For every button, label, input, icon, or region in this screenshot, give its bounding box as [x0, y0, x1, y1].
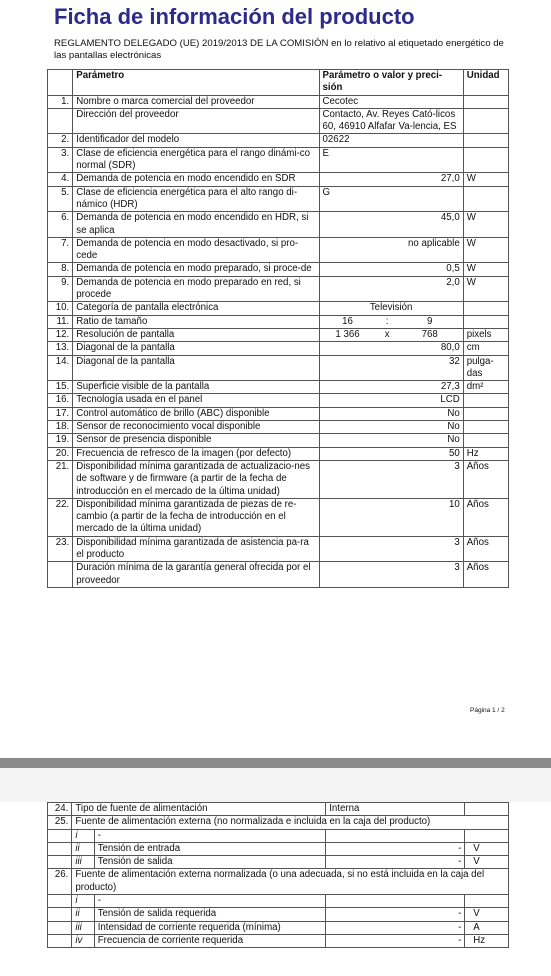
- sub-unit: Hz: [465, 934, 509, 947]
- sub-indent: [48, 934, 72, 947]
- row-unit: W: [463, 173, 508, 186]
- table-row: [48, 328, 509, 341]
- row-value: G: [319, 186, 463, 212]
- page-2: [0, 802, 551, 976]
- row-value: no aplicable: [319, 237, 463, 263]
- row-value: No: [319, 421, 463, 434]
- row-num: 26.: [48, 869, 72, 895]
- row-num: 25.: [48, 816, 72, 829]
- row-num: 9.: [48, 276, 73, 302]
- row-param: Nombre o marca comercial del proveedor: [73, 95, 319, 108]
- row-param: Demanda de potencia en modo encendido en HDR, si se aplica: [73, 212, 319, 238]
- sub-label: Intensidad de corriente requerida (mínima): [94, 921, 326, 934]
- table-row: [48, 315, 509, 328]
- row-num: 12.: [48, 328, 73, 341]
- row-param: Tipo de fuente de alimentación: [72, 803, 326, 816]
- sub-label: Tensión de salida requerida: [94, 908, 326, 921]
- row-value: 80,0: [319, 342, 463, 355]
- row-num: [48, 562, 73, 588]
- row-unit: pulga-das: [463, 355, 508, 381]
- table-row: [48, 95, 509, 108]
- power-supply-table: [47, 802, 509, 948]
- sub-value: -: [326, 921, 465, 934]
- row-unit: Años: [463, 562, 508, 588]
- sub-unit: V: [465, 908, 509, 921]
- row-param: Disponibilidad mínima garantizada de actualizacio-nes de software y de firmware (a partir de la fecha de introducción en el mercado de la última unidad): [73, 460, 319, 498]
- sub-indent: [48, 895, 72, 908]
- value-part-b: 9: [427, 315, 433, 327]
- subrows-26: [48, 895, 509, 948]
- row-value: 02622: [319, 134, 463, 147]
- sub-row: [48, 856, 509, 869]
- sub-roman: i: [72, 829, 94, 842]
- row-unit: W: [463, 276, 508, 302]
- row-param: Demanda de potencia en modo preparado en red, si procede: [73, 276, 319, 302]
- sub-roman: iv: [72, 934, 94, 947]
- table-row: [48, 381, 509, 394]
- table-row: [48, 263, 509, 276]
- row-value: 32: [319, 355, 463, 381]
- table-row: [48, 498, 509, 536]
- sub-roman: iii: [72, 921, 94, 934]
- row-unit: [463, 315, 508, 328]
- row-value: LCD: [319, 394, 463, 407]
- sub-row: [48, 895, 509, 908]
- table-row: [48, 342, 509, 355]
- row-unit: [463, 95, 508, 108]
- sub-roman: iii: [72, 856, 94, 869]
- row-value: 3: [319, 536, 463, 562]
- sub-row: [48, 908, 509, 921]
- row-unit: Años: [463, 460, 508, 498]
- sub-indent: [48, 856, 72, 869]
- header-unit: Unidad: [463, 70, 508, 96]
- sub-label: Frecuencia de corriente requerida: [94, 934, 326, 947]
- row-unit: [463, 108, 508, 134]
- row-num: 13.: [48, 342, 73, 355]
- sub-value: -: [326, 856, 465, 869]
- row-unit: dm²: [463, 381, 508, 394]
- row-unit: [463, 394, 508, 407]
- row-value: [319, 315, 463, 328]
- sub-row: [48, 921, 509, 934]
- row-param: Diagonal de la pantalla: [73, 342, 319, 355]
- sub-indent: [48, 921, 72, 934]
- row-unit: W: [463, 263, 508, 276]
- row-param: Demanda de potencia en modo encendido en SDR: [73, 173, 319, 186]
- row-value: E: [319, 147, 463, 173]
- regulation-text: REGLAMENTO DELEGADO (UE) 2019/2013 DE LA COMISIÓN en lo relativo al etiquetado energético de las pantallas electrónicas: [54, 38, 504, 61]
- table-row: [48, 237, 509, 263]
- sub-value: [326, 829, 465, 842]
- row-num: 16.: [48, 394, 73, 407]
- value-separator: :: [385, 315, 389, 327]
- sub-label: -: [94, 829, 326, 842]
- row-num: [48, 108, 73, 134]
- row-param: Demanda de potencia en modo desactivado, si pro-cede: [73, 237, 319, 263]
- row-num: 22.: [48, 498, 73, 536]
- row-param: Disponibilidad mínima garantizada de piezas de re-cambio (a partir de la fecha de introducción en el mercado de la última unidad): [73, 498, 319, 536]
- subrows-25: [48, 829, 509, 869]
- row-param: Tecnología usada en el panel: [73, 394, 319, 407]
- row-param: Disponibilidad mínima garantizada de asistencia pa-ra el producto: [73, 536, 319, 562]
- row-unit: W: [463, 237, 508, 263]
- row-param: Diagonal de la pantalla: [73, 355, 319, 381]
- page-title: Ficha de información del producto: [54, 4, 415, 29]
- row-unit: [465, 803, 509, 816]
- page-number: Página 1 / 2: [470, 707, 505, 714]
- table-row: [48, 302, 509, 315]
- row-value: 3: [319, 460, 463, 498]
- row-num: 6.: [48, 212, 73, 238]
- product-info-table: [47, 69, 509, 588]
- row-value: 45,0: [319, 212, 463, 238]
- row-param: Categoría de pantalla electrónica: [73, 302, 319, 315]
- row-unit: [463, 147, 508, 173]
- row-num: 15.: [48, 381, 73, 394]
- row-param: Clase de eficiencia energética para el rango dinámi-co normal (SDR): [73, 147, 319, 173]
- sub-label: Tensión de salida: [94, 856, 326, 869]
- table-row: [48, 816, 509, 829]
- row-unit: [463, 302, 508, 315]
- table-row: [48, 394, 509, 407]
- sub-roman: ii: [72, 842, 94, 855]
- row-unit: Hz: [463, 447, 508, 460]
- sub-label: -: [94, 895, 326, 908]
- row-unit: Años: [463, 498, 508, 536]
- row-value: Cecotec: [319, 95, 463, 108]
- table-row: [48, 447, 509, 460]
- row-num: 17.: [48, 407, 73, 420]
- row-value: 0,5: [319, 263, 463, 276]
- table-row: [48, 434, 509, 447]
- row-param: Demanda de potencia en modo preparado, si proce-de: [73, 263, 319, 276]
- page-separator: [0, 758, 551, 768]
- row-value: Televisión: [319, 302, 463, 315]
- table-row: [48, 460, 509, 498]
- row-unit: W: [463, 212, 508, 238]
- table-body: [48, 95, 509, 587]
- page-gap: [0, 768, 551, 802]
- sub-row: [48, 934, 509, 947]
- row-value: No: [319, 407, 463, 420]
- table-row: [48, 869, 509, 895]
- sub-label: Tensión de entrada: [94, 842, 326, 855]
- table-row: [48, 562, 509, 588]
- value-part-a: 16: [342, 315, 353, 327]
- row-unit: Años: [463, 536, 508, 562]
- table-row: [48, 147, 509, 173]
- row-unit: [463, 134, 508, 147]
- table-row: [48, 108, 509, 134]
- row-value: Interna: [326, 803, 465, 816]
- row-unit: [463, 407, 508, 420]
- row-value: 27,0: [319, 173, 463, 186]
- table-row: [48, 803, 509, 816]
- row-value: 10: [319, 498, 463, 536]
- row-param: Ratio de tamaño: [73, 315, 319, 328]
- row-value: No: [319, 434, 463, 447]
- row-num: 7.: [48, 237, 73, 263]
- row-param: Sensor de reconocimiento vocal disponible: [73, 421, 319, 434]
- row-param: Fuente de alimentación externa normalizada (o una adecuada, si no está incluida en la caja del producto): [72, 869, 509, 895]
- row-num: 3.: [48, 147, 73, 173]
- row-num: 10.: [48, 302, 73, 315]
- table-row: [48, 173, 509, 186]
- row-param: Identificador del modelo: [73, 134, 319, 147]
- row-param: Dirección del proveedor: [73, 108, 319, 134]
- table-row: [48, 407, 509, 420]
- row-unit: [463, 434, 508, 447]
- sub-value: [326, 895, 465, 908]
- row-param: Control automático de brillo (ABC) disponible: [73, 407, 319, 420]
- sub-value: -: [326, 934, 465, 947]
- row-unit: cm: [463, 342, 508, 355]
- row-value: 50: [319, 447, 463, 460]
- row-num: 14.: [48, 355, 73, 381]
- sub-unit: [465, 895, 509, 908]
- table-row: [48, 186, 509, 212]
- sub-value: -: [326, 908, 465, 921]
- row-num: 2.: [48, 134, 73, 147]
- header-value: Parámetro o valor y preci-sión: [319, 70, 463, 96]
- row-num: 1.: [48, 95, 73, 108]
- row-unit: pixels: [463, 328, 508, 341]
- row-param: Duración mínima de la garantía general ofrecida por el proveedor: [73, 562, 319, 588]
- header-num: [48, 70, 73, 96]
- sub-value: -: [326, 842, 465, 855]
- table-row: [48, 134, 509, 147]
- row-num: 24.: [48, 803, 72, 816]
- row-num: 19.: [48, 434, 73, 447]
- row-param: Fuente de alimentación externa (no normalizada e incluida en la caja del producto): [72, 816, 509, 829]
- row-param: Sensor de presencia disponible: [73, 434, 319, 447]
- sub-row: [48, 829, 509, 842]
- table-row: [48, 421, 509, 434]
- row-num: 5.: [48, 186, 73, 212]
- row-num: 18.: [48, 421, 73, 434]
- table-header-row: [48, 70, 509, 96]
- row-num: 21.: [48, 460, 73, 498]
- row-value: [319, 328, 463, 341]
- sub-roman: i: [72, 895, 94, 908]
- sub-indent: [48, 908, 72, 921]
- row-value: 3: [319, 562, 463, 588]
- sub-unit: V: [465, 842, 509, 855]
- row-num: 11.: [48, 315, 73, 328]
- row-num: 8.: [48, 263, 73, 276]
- value-separator: x: [384, 328, 390, 340]
- sub-unit: A: [465, 921, 509, 934]
- row-num: 23.: [48, 536, 73, 562]
- row-value: 27,3: [319, 381, 463, 394]
- row-param: Clase de eficiencia energética para el alto rango di-námico (HDR): [73, 186, 319, 212]
- table-row: [48, 355, 509, 381]
- sub-indent: [48, 842, 72, 855]
- sub-roman: ii: [72, 908, 94, 921]
- row-value: Contacto, Av. Reyes Cató-licos 60, 46910 Alfafar Va-lencia, ES: [319, 108, 463, 134]
- row-param: Resolución de pantalla: [73, 328, 319, 341]
- sub-unit: V: [465, 856, 509, 869]
- table-row: [48, 276, 509, 302]
- sub-indent: [48, 829, 72, 842]
- table-row: [48, 536, 509, 562]
- row-value: 2,0: [319, 276, 463, 302]
- value-part-b: 768: [421, 328, 438, 340]
- row-unit: [463, 186, 508, 212]
- row-num: 20.: [48, 447, 73, 460]
- row-param: Frecuencia de refresco de la imagen (por defecto): [73, 447, 319, 460]
- header-param: Parámetro: [73, 70, 319, 96]
- row-param: Superficie visible de la pantalla: [73, 381, 319, 394]
- table-row: [48, 212, 509, 238]
- value-part-a: 1 366: [335, 328, 360, 340]
- row-num: 4.: [48, 173, 73, 186]
- row-unit: [463, 421, 508, 434]
- sub-row: [48, 842, 509, 855]
- sub-unit: [465, 829, 509, 842]
